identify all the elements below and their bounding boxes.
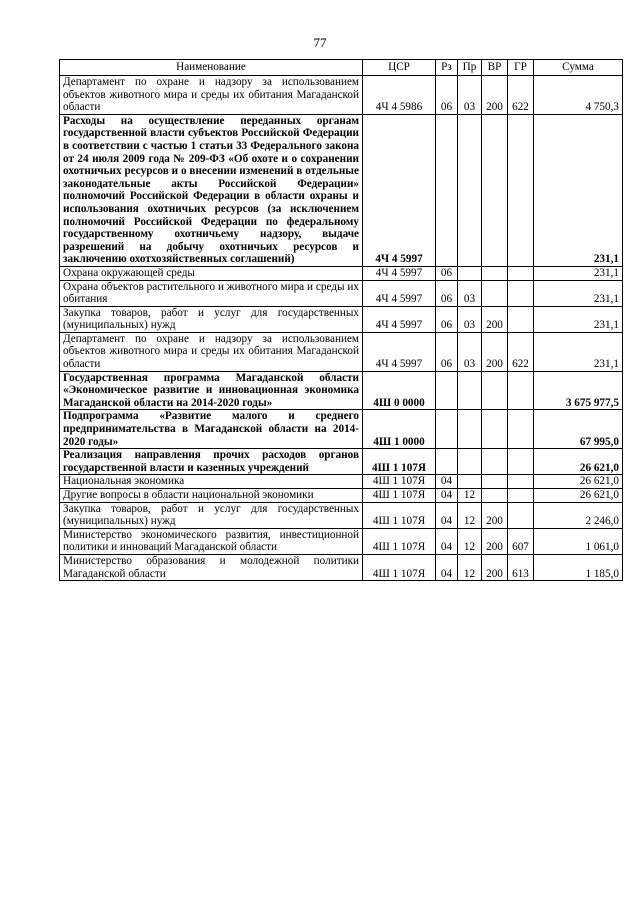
cell-vr: 200 (482, 76, 508, 115)
cell-name: Министерство экономического развития, инвестиционной политики и инноваций Магаданской области (60, 528, 363, 554)
cell-sum: 231,1 (534, 280, 623, 306)
table-row (60, 502, 623, 528)
cell-sum: 26 621,0 (534, 489, 623, 503)
cell-pr (458, 449, 482, 475)
cell-sum: 1 061,0 (534, 528, 623, 554)
cell-gr (508, 371, 534, 410)
cell-gr (508, 266, 534, 280)
cell-csr: 4Ш 1 107Я (363, 475, 436, 489)
table-row (60, 114, 623, 266)
cell-sum: 231,1 (534, 306, 623, 332)
cell-gr (508, 449, 534, 475)
cell-rz (436, 449, 458, 475)
cell-name: Расходы на осуществление переданных органам государственной власти субъектов Российской Федерации в соответствии с частью 1 статьи 33 Федерального закона от 24 июля 2009 года № 209-ФЗ «Об охоте и о сохранении охотничьих ресурсов и о внесении изменений в отдельные законодательные акты Российской Федерации» полномочий Российской Федерации в области охраны и использования охотничьих ресурсов (за исключением полномочий Российской Федерации по федеральному государственному охотничьему надзору, выдаче разрешений на добычу охотничьих ресурсов и заключению охотхозяйственных соглашений) (60, 114, 363, 266)
cell-sum: 26 621,0 (534, 449, 623, 475)
table-row (60, 306, 623, 332)
table-row (60, 371, 623, 410)
cell-rz: 06 (436, 76, 458, 115)
budget-table (59, 59, 623, 581)
table-row (60, 554, 623, 580)
header-csr: ЦСР (363, 60, 436, 76)
cell-pr: 03 (458, 306, 482, 332)
cell-sum: 231,1 (534, 114, 623, 266)
cell-gr (508, 114, 534, 266)
cell-sum: 1 185,0 (534, 554, 623, 580)
cell-csr: 4Ш 1 107Я (363, 528, 436, 554)
cell-vr: 200 (482, 306, 508, 332)
cell-rz (436, 371, 458, 410)
cell-rz: 06 (436, 266, 458, 280)
cell-name: Национальная экономика (60, 475, 363, 489)
cell-name: Закупка товаров, работ и услуг для государственных (муниципальных) нужд (60, 502, 363, 528)
cell-vr (482, 475, 508, 489)
cell-pr: 12 (458, 528, 482, 554)
cell-rz: 06 (436, 306, 458, 332)
cell-csr: 4Ч 4 5997 (363, 114, 436, 266)
cell-pr: 12 (458, 502, 482, 528)
cell-sum: 2 246,0 (534, 502, 623, 528)
cell-rz: 04 (436, 554, 458, 580)
cell-rz: 04 (436, 489, 458, 503)
cell-csr: 4Ч 4 5997 (363, 306, 436, 332)
cell-csr: 4Ш 0 0000 (363, 371, 436, 410)
cell-csr: 4Ч 4 5997 (363, 280, 436, 306)
cell-sum: 231,1 (534, 266, 623, 280)
cell-pr (458, 410, 482, 449)
cell-csr: 4Ш 1 0000 (363, 410, 436, 449)
cell-sum: 231,1 (534, 332, 623, 371)
cell-pr (458, 371, 482, 410)
cell-rz: 04 (436, 475, 458, 489)
header-name: Наименование (60, 60, 363, 76)
cell-sum: 26 621,0 (534, 475, 623, 489)
cell-vr (482, 449, 508, 475)
cell-gr (508, 306, 534, 332)
cell-name: Охрана объектов растительного и животного мира и среды их обитания (60, 280, 363, 306)
cell-gr: 622 (508, 332, 534, 371)
cell-rz (436, 410, 458, 449)
cell-name: Министерство образования и молодежной политики Магаданской области (60, 554, 363, 580)
table-row (60, 76, 623, 115)
cell-gr (508, 410, 534, 449)
cell-csr: 4Ч 4 5986 (363, 76, 436, 115)
cell-rz: 04 (436, 502, 458, 528)
cell-name: Закупка товаров, работ и услуг для государственных (муниципальных) нужд (60, 306, 363, 332)
cell-vr (482, 410, 508, 449)
cell-rz (436, 114, 458, 266)
cell-pr: 03 (458, 280, 482, 306)
cell-pr (458, 475, 482, 489)
cell-pr: 03 (458, 332, 482, 371)
table-row (60, 528, 623, 554)
cell-gr (508, 475, 534, 489)
cell-name: Охрана окружающей среды (60, 266, 363, 280)
table-row (60, 332, 623, 371)
table-row (60, 410, 623, 449)
table-body (60, 76, 623, 581)
cell-vr (482, 280, 508, 306)
cell-vr: 200 (482, 528, 508, 554)
cell-vr: 200 (482, 502, 508, 528)
cell-name: Департамент по охране и надзору за использованием объектов животного мира и среды их обитания Магаданской области (60, 76, 363, 115)
cell-rz: 06 (436, 280, 458, 306)
page-number: 77 (313, 35, 327, 50)
cell-gr (508, 280, 534, 306)
cell-sum: 4 750,3 (534, 76, 623, 115)
cell-pr: 12 (458, 554, 482, 580)
cell-name: Подпрограмма «Развитие малого и среднего предпринимательства в Магаданской области на 2014-2020 годы» (60, 410, 363, 449)
cell-rz: 06 (436, 332, 458, 371)
cell-gr (508, 502, 534, 528)
table-header-row (60, 60, 623, 76)
cell-gr: 622 (508, 76, 534, 115)
table-row (60, 280, 623, 306)
table-row (60, 489, 623, 503)
cell-csr: 4Ш 1 107Я (363, 554, 436, 580)
cell-pr: 03 (458, 76, 482, 115)
cell-name: Реализация направления прочих расходов органов государственной власти и казенных учреждений (60, 449, 363, 475)
cell-pr (458, 114, 482, 266)
cell-gr (508, 489, 534, 503)
header-pr: Пр (458, 60, 482, 76)
cell-sum: 3 675 977,5 (534, 371, 623, 410)
table-row (60, 266, 623, 280)
header-sum: Сумма (534, 60, 623, 76)
cell-pr (458, 266, 482, 280)
cell-pr: 12 (458, 489, 482, 503)
cell-gr: 613 (508, 554, 534, 580)
cell-sum: 67 995,0 (534, 410, 623, 449)
cell-rz: 04 (436, 528, 458, 554)
cell-name: Департамент по охране и надзору за использованием объектов животного мира и среды их обитания Магаданской области (60, 332, 363, 371)
cell-csr: 4Ш 1 107Я (363, 502, 436, 528)
table-row (60, 475, 623, 489)
header-rz: Рз (436, 60, 458, 76)
cell-vr: 200 (482, 332, 508, 371)
cell-csr: 4Ч 4 5997 (363, 266, 436, 280)
header-gr: ГР (508, 60, 534, 76)
cell-vr: 200 (482, 554, 508, 580)
cell-gr: 607 (508, 528, 534, 554)
header-vr: ВР (482, 60, 508, 76)
cell-vr (482, 114, 508, 266)
cell-vr (482, 266, 508, 280)
cell-name: Государственная программа Магаданской области «Экономическое развитие и инновационная экономика Магаданской области на 2014-2020 годы» (60, 371, 363, 410)
cell-csr: 4Ч 4 5997 (363, 332, 436, 371)
cell-name: Другие вопросы в области национальной экономики (60, 489, 363, 503)
cell-vr (482, 489, 508, 503)
cell-csr: 4Ш 1 107Я (363, 449, 436, 475)
cell-vr (482, 371, 508, 410)
cell-csr: 4Ш 1 107Я (363, 489, 436, 503)
table-row (60, 449, 623, 475)
